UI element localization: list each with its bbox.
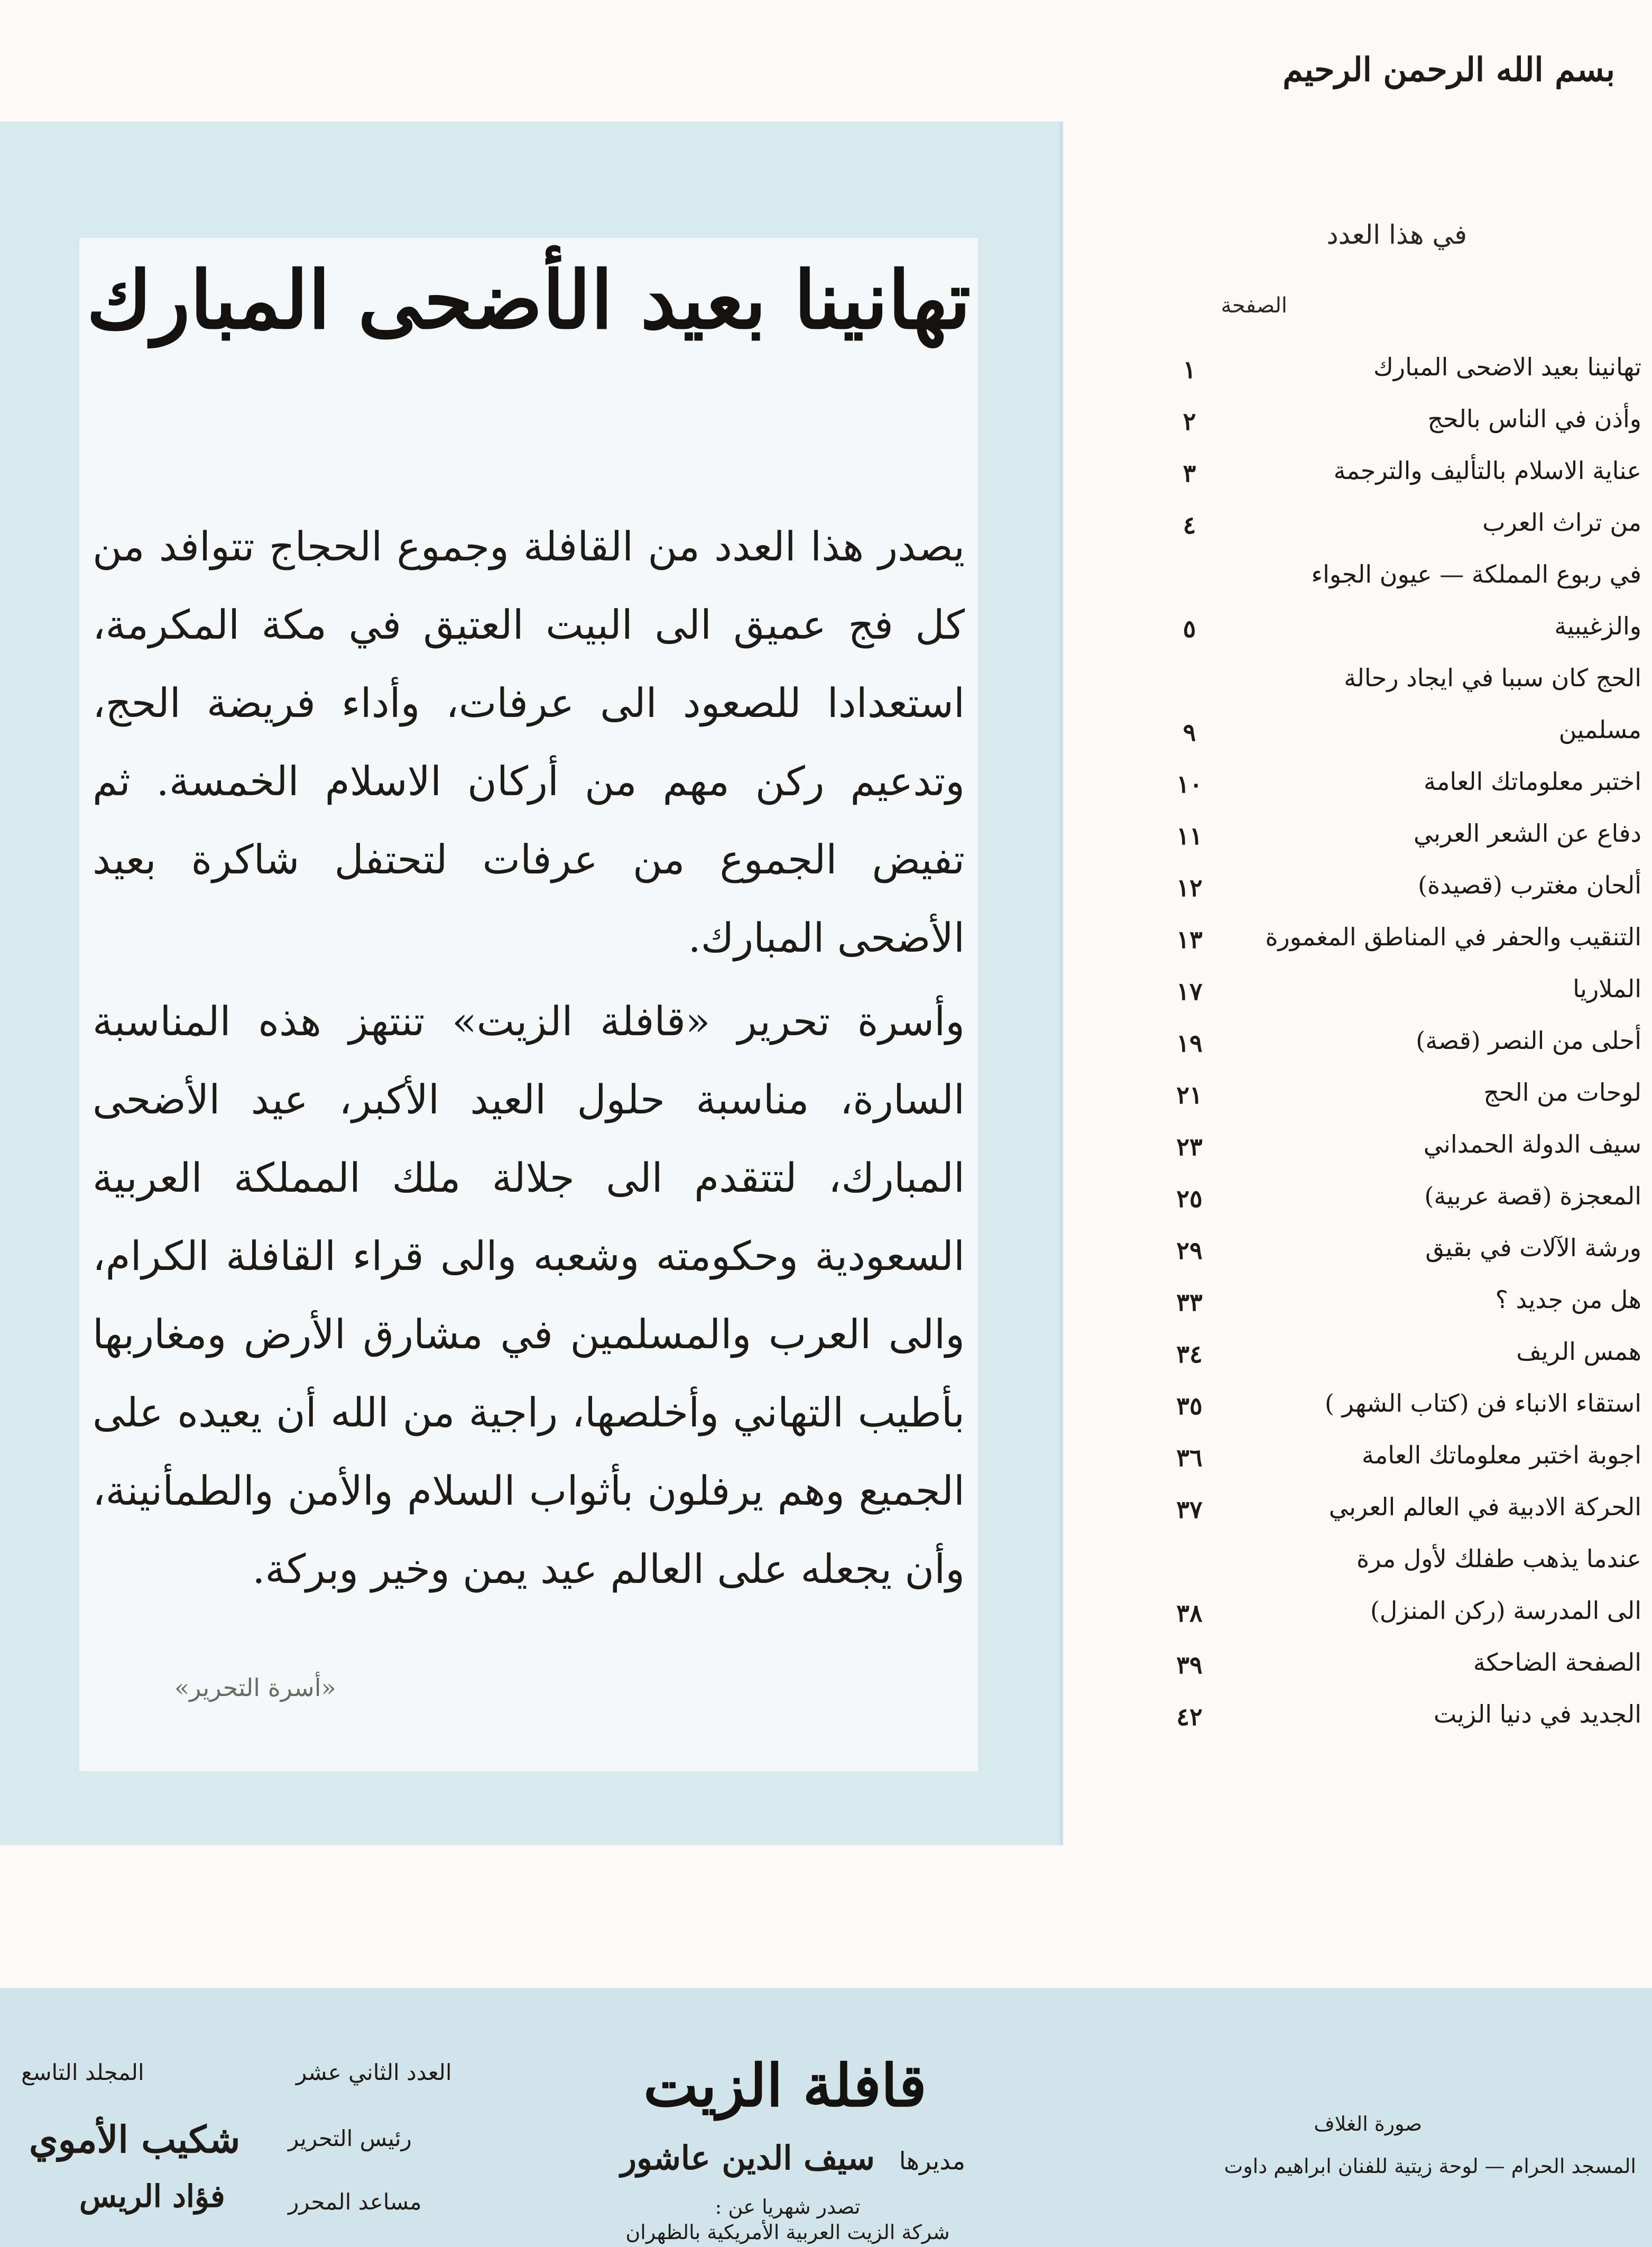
toc-entry-page: ١٩ bbox=[1176, 1029, 1203, 1057]
toc-entry bbox=[1139, 1636, 1641, 1688]
toc-entry bbox=[1139, 548, 1641, 652]
cover-caption-text: المسجد الحرام — لوحة زيتية للفنان ابراهيم داوت bbox=[1224, 2154, 1636, 2178]
toc-entry bbox=[1139, 496, 1641, 548]
toc-entry-page: ٤ bbox=[1183, 511, 1196, 539]
greeting-paragraph: وأسرة تحرير «قافلة الزيت» تنتهز هذه المناسبة السارة، مناسبة حلول العيد الأكبر، عيد الأضحى المبارك، لتتقدم الى جلالة ملك المملكة العربية السعودية وحكومته وشعبه والى قراء القافلة الكرام، والى العرب والمسلمين في مشارق الأرض ومغاربها بأطيب التهاني وأخلصها، راجية من الله أن يعيده على الجميع وهم يرفلون بأثواب السلام والأمن والطمأنينة، وأن يجعله على العالم عيد يمن وخير وبركة. bbox=[93, 998, 965, 1592]
director-role: مديرها bbox=[899, 2147, 965, 2175]
toc-entry bbox=[1139, 1481, 1641, 1533]
toc-entry-title: ورشة الآلات في بقيق bbox=[1425, 1233, 1641, 1262]
basmala: بسم الله الرحمن الرحيم bbox=[1282, 50, 1615, 89]
toc-entry-page: ٣٦ bbox=[1176, 1443, 1203, 1472]
assistant-editor-role: مساعد المحرر bbox=[288, 2189, 422, 2215]
toc-entry-page: ١٣ bbox=[1176, 925, 1203, 954]
toc-entry bbox=[1139, 1222, 1641, 1274]
toc-entry-title: في ربوع المملكة — عيون الجواء والزغيبية bbox=[1311, 560, 1641, 640]
toc-page-column-label: الصفحة bbox=[1221, 293, 1287, 318]
magazine-title: قافلة الزيت bbox=[643, 2051, 927, 2120]
toc-entry-title: وأذن في الناس بالحج bbox=[1427, 404, 1641, 433]
greeting-signature: «أسرة التحرير» bbox=[174, 1673, 336, 1702]
toc-heading: في هذا العدد bbox=[1326, 219, 1467, 250]
toc-entry bbox=[1139, 1377, 1641, 1429]
director-name: سيف الدين عاشور bbox=[621, 2139, 875, 2177]
toc-entry-page: ٤٢ bbox=[1176, 1702, 1203, 1731]
editor-in-chief-name: شكيب الأموي bbox=[29, 2117, 241, 2161]
publisher-line: تصدر شهريا عن : شركة الزيت العربية الأمريكية بالظهران bbox=[625, 2195, 950, 2244]
toc-entry-title: اختبر معلوماتك العامة bbox=[1424, 767, 1641, 796]
toc-entry bbox=[1139, 1429, 1641, 1481]
toc-entry-page: ٣٤ bbox=[1176, 1340, 1203, 1368]
toc-entry-title: سيف الدولة الحمداني bbox=[1423, 1130, 1641, 1158]
toc-entry-page: ٢٣ bbox=[1176, 1132, 1203, 1161]
table-of-contents bbox=[1139, 341, 1641, 1740]
toc-entry-page: ١٢ bbox=[1176, 873, 1203, 902]
toc-entry-page: ٩ bbox=[1183, 718, 1196, 747]
toc-entry-title: الحركة الادبية في العالم العربي bbox=[1328, 1493, 1641, 1521]
toc-entry-page: ٢٥ bbox=[1176, 1184, 1203, 1213]
toc-entry-title: اجوبة اختبر معلوماتك العامة bbox=[1361, 1441, 1641, 1469]
toc-entry bbox=[1139, 1325, 1641, 1377]
toc-entry-page: ١٠ bbox=[1176, 770, 1203, 798]
toc-entry-title: الصفحة الضاحكة bbox=[1473, 1648, 1641, 1677]
toc-entry-page: ٣ bbox=[1183, 459, 1196, 487]
toc-entry bbox=[1139, 807, 1641, 859]
toc-entry bbox=[1139, 652, 1641, 756]
toc-entry-title: المعجزة (قصة عربية) bbox=[1424, 1182, 1641, 1210]
toc-entry bbox=[1139, 1688, 1641, 1740]
editor-in-chief-role: رئيس التحرير bbox=[288, 2125, 412, 2151]
toc-entry-page: ٣٨ bbox=[1176, 1599, 1203, 1627]
toc-entry bbox=[1139, 1015, 1641, 1066]
toc-entry-title: الملاريا bbox=[1573, 974, 1641, 1003]
toc-entry-page: ٢ bbox=[1183, 407, 1196, 436]
toc-entry-title: لوحات من الحج bbox=[1483, 1078, 1641, 1107]
greeting-title: تهانينا بعيد الأضحى المبارك bbox=[86, 254, 971, 347]
cover-caption-label: صورة الغلاف bbox=[1314, 2112, 1422, 2135]
greeting-paragraph: يصدر هذا العدد من القافلة وجموع الحجاج تتوافد من كل فج عميق الى البيت العتيق في مكة المكرمة، استعدادا للصعود الى عرفات، وأداء فريضة الحج، وتدعيم ركن مهم من أركان الاسلام الخمسة. ثم تفيض الجموع من عرفات لتحتفل شاكرة بعيد الأضحى المبارك. bbox=[93, 523, 965, 961]
toc-entry-page: ١٧ bbox=[1176, 977, 1203, 1006]
toc-entry bbox=[1139, 963, 1641, 1015]
toc-entry-title: ألحان مغترب (قصيدة) bbox=[1418, 871, 1641, 899]
toc-entry-page: ٢١ bbox=[1176, 1081, 1203, 1109]
toc-entry-title: الجديد في دنيا الزيت bbox=[1433, 1700, 1641, 1728]
toc-entry bbox=[1139, 1170, 1641, 1222]
toc-entry-title: عناية الاسلام بالتأليف والترجمة bbox=[1333, 456, 1641, 485]
toc-entry-title: هل من جديد ؟ bbox=[1495, 1285, 1641, 1314]
volume-number: المجلد التاسع bbox=[21, 2059, 144, 2085]
toc-entry-page: ٣٥ bbox=[1176, 1392, 1203, 1420]
toc-entry bbox=[1139, 1533, 1641, 1636]
toc-entry-page: ٣٣ bbox=[1176, 1288, 1203, 1316]
toc-entry-title: همس الريف bbox=[1516, 1337, 1641, 1366]
assistant-editor-name: فؤاد الريس bbox=[79, 2178, 225, 2214]
toc-entry-title: الحج كان سببا في ايجاد رحالة مسلمين bbox=[1344, 664, 1641, 744]
issue-number: العدد الثاني عشر bbox=[296, 2059, 452, 2085]
toc-entry-title: تهانينا بعيد الاضحى المبارك bbox=[1373, 353, 1641, 381]
toc-entry bbox=[1139, 445, 1641, 496]
toc-entry-page: ٥ bbox=[1183, 614, 1196, 643]
toc-entry-title: دفاع عن الشعر العربي bbox=[1413, 819, 1641, 848]
toc-entry-page: ١١ bbox=[1176, 822, 1203, 850]
toc-entry bbox=[1139, 1274, 1641, 1325]
greeting-body bbox=[93, 508, 965, 1614]
toc-entry-page: ١ bbox=[1183, 355, 1196, 384]
toc-entry-page: ٢٩ bbox=[1176, 1236, 1203, 1265]
toc-entry-page: ٣٩ bbox=[1176, 1651, 1203, 1679]
toc-entry bbox=[1139, 1066, 1641, 1118]
toc-entry-title: عندما يذهب طفلك لأول مرة الى المدرسة (ركن المنزل) bbox=[1356, 1544, 1641, 1625]
toc-entry-title: أحلى من النصر (قصة) bbox=[1416, 1026, 1641, 1055]
toc-entry-page: ٣٧ bbox=[1176, 1495, 1203, 1524]
toc-entry bbox=[1139, 756, 1641, 807]
toc-entry bbox=[1139, 1118, 1641, 1170]
toc-entry-title: استقاء الانباء فن (كتاب الشهر ) bbox=[1325, 1389, 1641, 1417]
toc-entry-title: من تراث العرب bbox=[1482, 508, 1641, 537]
toc-entry bbox=[1139, 911, 1641, 963]
toc-entry bbox=[1139, 393, 1641, 445]
toc-entry-title: التنقيب والحفر في المناطق المغمورة bbox=[1265, 923, 1641, 951]
toc-entry bbox=[1139, 341, 1641, 393]
toc-entry bbox=[1139, 859, 1641, 911]
director-line bbox=[603, 2139, 983, 2177]
